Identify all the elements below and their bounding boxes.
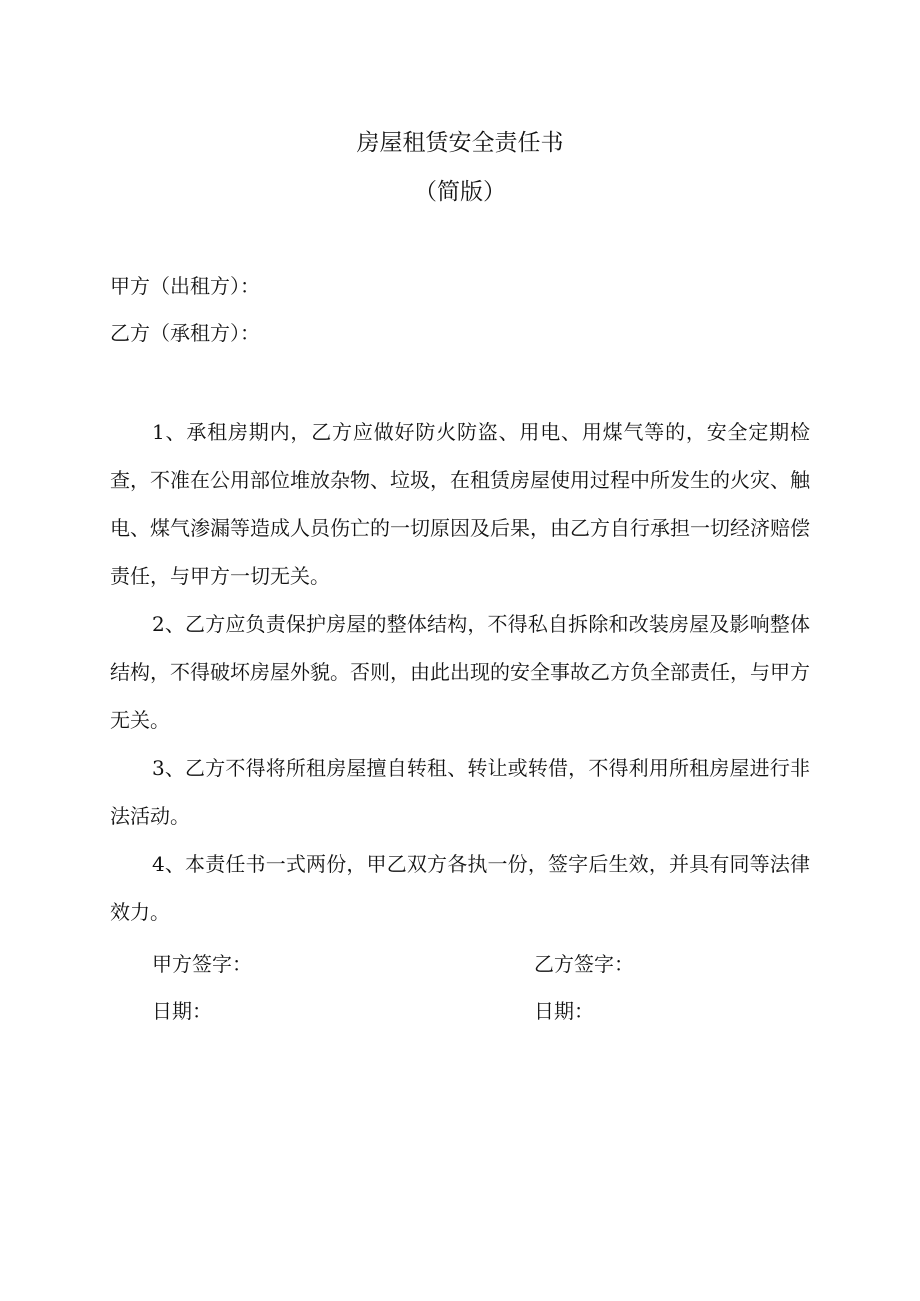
party-b-date-label: 日期： (534, 999, 594, 1023)
clause-1: 1、承租房期内，乙方应做好防火防盗、用电、用煤气等的，安全定期检查，不准在公用部位堆放杂物、垃圾，在租赁房屋使用过程中所发生的火灾、触电、煤气渗漏等造成人员伤亡的一切原因及后果，由乙方自行承担一切经济赔偿责任，与甲方一切无关。 (110, 420, 810, 588)
clause-4: 4、本责任书一式两份，甲乙双方各执一份，签字后生效，并具有同等法律效力。 (110, 852, 810, 924)
party-b-label: 乙方（承租方）： (110, 321, 260, 345)
clause-list (110, 408, 810, 936)
document-subtitle: （简版） (414, 179, 506, 205)
clause-2: 2、乙方应负责保护房屋的整体结构，不得私自拆除和改装房屋及影响整体结构，不得破坏房屋外貌。否则，由此出现的安全事故乙方负全部责任，与甲方无关。 (110, 612, 810, 732)
party-a-label: 甲方（出租方）： (110, 274, 260, 298)
document-title: 房屋租赁安全责任书 (356, 130, 564, 156)
party-a-date-label: 日期： (152, 999, 212, 1023)
party-b-signature-label: 乙方签字： (534, 952, 634, 976)
party-a-signature-label: 甲方签字： (152, 952, 252, 976)
clause-3: 3、乙方不得将所租房屋擅自转租、转让或转借，不得利用所租房屋进行非法活动。 (110, 756, 810, 828)
